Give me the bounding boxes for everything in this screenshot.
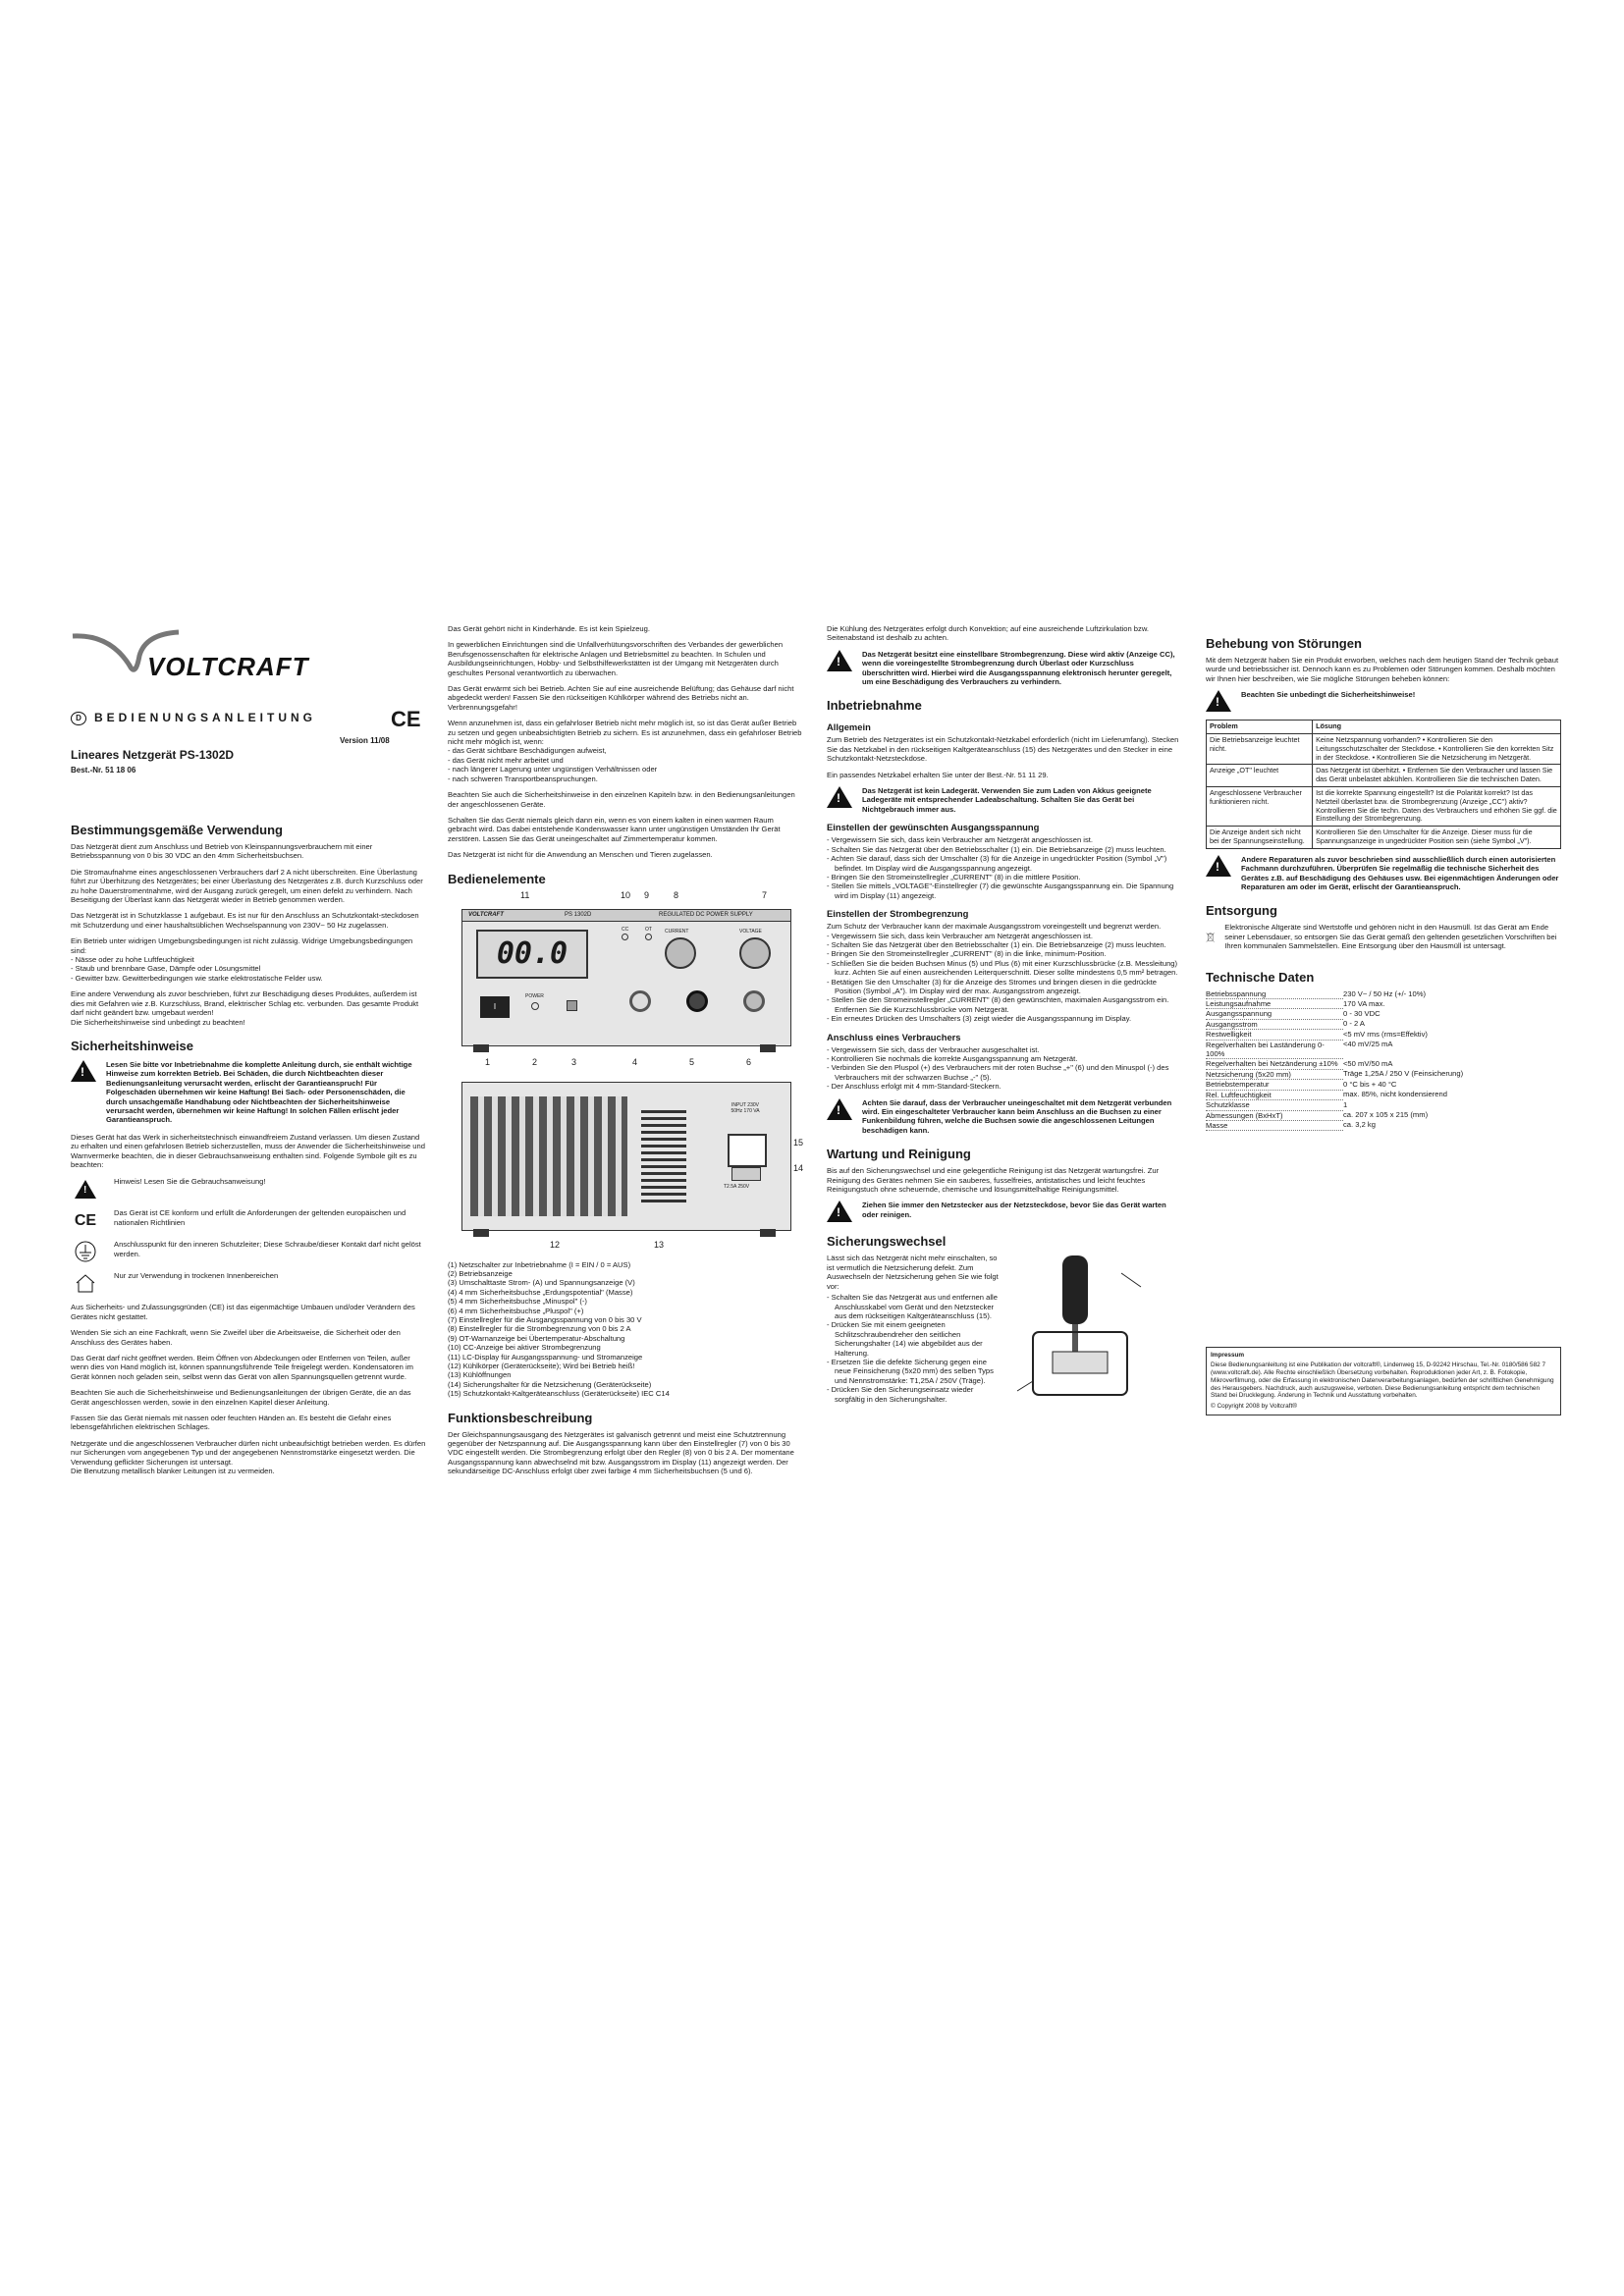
paragraph: Elektronische Altgeräte sind Wertstoffe und gehören nicht in den Hausmüll. Ist das Gerät am Ende seiner Lebensdauer, so entsorgen Sie das Gerät gemäß den geltenden gesetzlichen Vorschriften bei Ihren kommunalen Sammelstellen. Eine Entsorgung über den Hausmüll ist untersagt. [1224, 923, 1557, 951]
table-header: Lösung [1313, 721, 1561, 734]
list-item: - nach schweren Transportbeanspruchungen. [448, 774, 598, 783]
front-panel-body [461, 909, 791, 1046]
list-item: - Der Anschluss erfolgt mit 4 mm-Standard-Steckern. [827, 1082, 1001, 1092]
heading-troubleshooting: Behebung von Störungen [1206, 636, 1362, 651]
table-cell: Die Anzeige ändert sich nicht bei der Spannungseinstellung. [1207, 827, 1313, 849]
heading-controls: Bedienelemente [448, 871, 546, 886]
paragraph: Die Kühlung des Netzgerätes erfolgt durch Konvektion; auf eine ausreichende Luftzirkulation bzw. Seitenabstand ist deshalb zu achten. [827, 624, 1149, 643]
display-toggle-button[interactable] [567, 1000, 577, 1011]
product-title: Lineares Netzgerät PS-1302D [71, 748, 235, 762]
spec-key: Netzsicherung (5x20 mm) [1206, 1069, 1343, 1079]
brand-logo-text: VOLTCRAFT [147, 652, 309, 681]
callout-number: 11 [520, 889, 530, 900]
imprint-title: Impressum [1211, 1352, 1245, 1360]
indoor-house-icon [71, 1271, 100, 1295]
table-header: Problem [1207, 721, 1313, 734]
callout-number: 7 [762, 889, 768, 900]
lcd-display [476, 930, 588, 979]
table-row [1207, 827, 1561, 849]
panel-model: PS 1302D [565, 911, 592, 918]
list-item: - Vergewissern Sie sich, dass kein Verbraucher am Netzgerät angeschlossen ist. [827, 835, 1093, 845]
cc-indicator-label: CC [622, 926, 629, 933]
iec-inlet [728, 1134, 767, 1167]
table-row [1206, 1019, 1561, 1029]
steps-list [827, 1293, 1003, 1404]
paragraph: Mit dem Netzgerät haben Sie ein Produkt erworben, welches nach dem heutigen Stand der Technik gebaut wurde und betriebssicher ist. Dennoch kann es zu Problemen oder Störungen kommen. Deshalb möchten wir Ihnen hier beschreiben, wie Sie mögliche Störungen beheben können: [1206, 656, 1559, 683]
fuse-label: T2.5A 250V [724, 1183, 750, 1190]
paragraph: Der Gleichspannungsausgang des Netzgerätes ist galvanisch getrennt und meist eine Schutztrennung gegenüber der Netzspannung auf. Die Ausgangsspannung kann über den Einstellregler (7) von 0 bis 30 VDC eingestellt werden. Die Strombegrenzung erfolgt über den Regler (8) von 0 bis 2 A. Der momentane Ausgangsspannung kann abwechselnd mit bzw. Ausgangsstrom im Display (11) angezeigt werden. Der sekundärseitige DC-Anschluss erfolgt über zwei farbige 4 mm Sicherheitsbuchsen (5 und 6). [448, 1429, 794, 1476]
paragraph: Das Netzgerät ist nicht für die Anwendung an Menschen und Tieren zugelassen. [448, 850, 713, 860]
spec-key: Leistungsaufnahme [1206, 999, 1343, 1009]
paragraph: Beachten Sie auch die Sicherheitshinweise in den einzelnen Kapiteln bzw. in den Bedienungsanleitungen der angeschlossenen Geräte. [448, 790, 795, 809]
power-switch[interactable] [480, 996, 510, 1018]
warning-box [71, 1060, 426, 1125]
warning-text: Achten Sie darauf, dass der Verbraucher uneingeschaltet mit dem Netzgerät verbunden wird. Ein eingeschalteter Verbraucher kann beim Anschluss an die Buchsen zu einer Funkenbildung führen, welche die Buchsen sowie die angeschlossenen Leitungen beschädigen kann. [862, 1097, 1172, 1135]
list-item: - Drücken Sie mit einem geeigneten Schlitzschraubendreher den seitlichen Sicherungshalter (14) wie abgebildet aus der Halterung. [827, 1320, 983, 1358]
list-item: - Verbinden Sie den Pluspol (+) des Verbrauchers mit der roten Buchse „+" (6) und den Minuspol (-) des Verbrauchers mit der schwarzen Buchse „-" (5). [827, 1063, 1169, 1082]
paragraph: Aus Sicherheits- und Zulassungsgründen (CE) ist das eigenmächtige Umbauen und/oder Verändern des Gerätes nicht gestattet. [71, 1303, 415, 1321]
warning-text: Ziehen Sie immer den Netzstecker aus der Netzsteckdose, bevor Sie das Gerät warten oder reinigen. [862, 1201, 1166, 1219]
lcd-readout: 00.0 [496, 935, 568, 971]
table-cell: Angeschlossene Verbraucher funktionieren nicht. [1207, 787, 1313, 827]
paragraph: Das Netzgerät dient zum Anschluss und Betrieb von Kleinspannungsverbrauchern mit einer Betriebsspannung von 0 bis 30 VDC an den 4mm Sicherheitsbuchsen. [71, 842, 373, 861]
imprint-box [1206, 1347, 1561, 1415]
spec-key: Rel. Luftfeuchtigkeit [1206, 1090, 1343, 1099]
list-item: - Vergewissern Sie sich, dass der Verbraucher ausgeschaltet ist. [827, 1044, 1040, 1054]
spec-key: Restwelligkeit [1206, 1030, 1343, 1040]
warning-icon: ! [827, 650, 852, 671]
paragraph: Dieses Gerät hat das Werk in sicherheitstechnisch einwandfreiem Zustand verlassen. Um diesen Zustand zu erhalten und einen gefahrlosen Betrieb sicherzustellen, muss der Anwender die Sicherheitshinweise und Warnvermerke beachten, die in dieser Gebrauchsanweisung enthalten sind. Folgende Symbole gilt es zu beachten: [71, 1132, 425, 1169]
paragraph: Das Gerät gehört nicht in Kinderhände. Es ist kein Spielzeug. [448, 624, 650, 633]
paragraph: Ein passendes Netzkabel erhalten Sie unter der Best.-Nr. 51 11 29. [827, 770, 1049, 779]
table-row [1206, 999, 1561, 1009]
power-led-label: POWER [525, 992, 544, 999]
legend-item: (10) CC-Anzeige bei aktiver Strombegrenzung [448, 1343, 601, 1353]
paragraph: Die Benutzung metallisch blanker Leitungen ist zu vermeiden. [71, 1467, 275, 1476]
list-item: - Betätigen Sie den Umschalter (3) für die Anzeige des Stromes und bringen diesen in die gedrückte Position (Symbol „A"). Im Display wird der max. Ausgangsstrom angezeigt. [827, 977, 1158, 995]
list-item: - Ersetzen Sie die defekte Sicherung gegen eine neue Feinsicherung (5x20 mm) des selben Typs und Nennstromstärke: T1,25A / 250V (Träge). [827, 1357, 994, 1385]
list-item: - Schalten Sie das Netzgerät über den Betriebsschalter (1) ein. Die Betriebsanzeige (2) muss leuchten. [827, 939, 1166, 949]
table-row [1206, 1100, 1561, 1110]
paragraph: Zum Betrieb des Netzgerätes ist ein Schutzkontakt-Netzkabel erforderlich (nicht im Lieferumfang). Stecken Sie das Netzkabel in den rückseitigen Kaltgeräteanschluss (15) des Netzgerätes und den Stecker in eine Schutzkontakt-Netzsteckdose. [827, 735, 1179, 764]
symbol-text: Nur zur Verwendung in trockenen Innenbereichen [114, 1271, 279, 1281]
fuse-section [827, 1254, 1182, 1411]
minus-socket[interactable] [686, 990, 708, 1012]
back-foot-right [760, 1229, 776, 1237]
spec-value: <50 mV/50 mA [1343, 1058, 1393, 1068]
callout-number: 3 [571, 1056, 577, 1067]
spec-value: 0 - 30 VDC [1343, 1008, 1380, 1018]
list-item: - Schalten Sie das Netzgerät aus und entfernen alle Anschlusskabel vom Gerät und den Netzstecker aus dem rückseitigen Kaltgeräteanschluss (15). [827, 1293, 998, 1320]
list-item: - Drücken Sie den Sicherungseinsatz wieder sorgfältig in den Sicherungshalter. [827, 1385, 974, 1404]
panel-brand: VOLTCRAFT [468, 911, 504, 918]
front-panel-figure [448, 891, 803, 1078]
list-item: - Stellen Sie den Stromeinstellregler „CURRENT" (8) den gewünschten, maximalen Ausgangsstrom ein. Entfernen Sie die Kurzschlussbrücke vom Netzgerät. [827, 995, 1169, 1014]
table-row [1206, 1040, 1561, 1059]
ot-indicator-label: OT [645, 926, 652, 933]
current-knob[interactable] [665, 937, 696, 969]
heading-function: Funktionsbeschreibung [448, 1410, 593, 1425]
version-label: Version 11/08 [340, 736, 390, 745]
warning-text: Lesen Sie bitte vor Inbetriebnahme die komplette Anleitung durch, sie enthält wichtige Hinweise zum korrekten Betrieb. Bei Schäden, die durch Nichtbeachten dieser Bedienungsanleitung verursacht werden, erlischt der Garantieanspruch! Für Folgeschäden übernehmen wir keine Haftung! Bei Sach- oder Personenschäden, die durch unsachgemäße Handhabung oder Nichtbeachten der Sicherheitshinweise verursacht werden, übernehmen wir keine Haftung! In solchen Fällen erlischt jeder Garantieanspruch. [106, 1059, 412, 1125]
table-cell: Keine Netzspannung vorhanden? • Kontrollieren Sie den Leitungsschutzschalter der Steckdose. • Kontrollieren Sie den korrekten Sitz in der Steckdose. • Kontrollieren Sie die Netzsicherung im Netzgerät. [1313, 734, 1561, 765]
controls-legend [448, 1260, 803, 1399]
list-item: - Staub und brennbare Gase, Dämpfe oder Lösungsmittel [71, 964, 261, 974]
voltage-knob-label: VOLTAGE [739, 928, 762, 934]
legend-item: (3) Umschalttaste Strom- (A) und Spannungsanzeige (V) [448, 1278, 635, 1288]
paragraph: Das Gerät darf nicht geöffnet werden. Beim Öffnen von Abdeckungen oder Entfernen von Teilen, außer wenn dies von Hand möglich ist, können spannungsführende Teile freigelegt werden. Kondensatoren im Gerät können noch geladen sein, selbst wenn das Gerät von allen Spannungsquellen getrennt wurde. [71, 1354, 413, 1381]
callout-number: 8 [674, 889, 679, 900]
list-item: - Schalten Sie das Netzgerät über den Betriebsschalter (1) ein. Die Betriebsanzeige (2) muss leuchten. [827, 844, 1166, 854]
spec-value: max. 85%, nicht kondensierend [1343, 1090, 1447, 1099]
troubleshooting-table [1206, 720, 1561, 849]
legend-item: (1) Netzschalter zur Inbetriebnahme (I = EIN / 0 = AUS) [448, 1259, 631, 1269]
table-row [1207, 734, 1561, 765]
paragraph: Wenden Sie sich an eine Fachkraft, wenn Sie Zweifel über die Arbeitsweise, die Sicherheit oder den Anschluss des Gerätes haben. [71, 1328, 401, 1347]
spec-table [1206, 989, 1561, 1132]
heatsink [470, 1096, 627, 1216]
list-item: - Kontrollieren Sie nochmals die korrekte Ausgangsspannung am Netzgerät. [827, 1054, 1078, 1063]
paragraph: Bis auf den Sicherungswechsel und eine gelegentliche Reinigung ist das Netzgerät wartungsfrei. Zur Reinigung des Gerätes nehmen Sie ein sauberes, fusselfreies, antistatisches und leicht feuchtes Reinigungstuch ohne scheuernde, chemische und lösungsmittelhaltige Reinigungsmittel. [827, 1166, 1160, 1195]
language-badge: D [71, 712, 86, 725]
subheading-general: Allgemein [827, 721, 871, 733]
legend-item: (4) 4 mm Sicherheitsbuchse „Erdungspotential" (Masse) [448, 1287, 633, 1297]
paragraph: Beachten Sie auch die Sicherheitshinweise und Bedienungsanleitungen der übrigen Geräte, die an das Gerät angeschlossen werden, sowie in den einzelnen Kapitel dieser Anleitung. [71, 1388, 411, 1407]
callout-number: 5 [689, 1056, 695, 1067]
imprint-text: Diese Bedienungsanleitung ist eine Publikation der voltcraft®, Lindenweg 15, D-92242 Hirschau, Tel.-Nr. 0180/586 582 7 (www.voltcraft.de). Alle Rechte einschließlich Übersetzung vorbehalten. Reproduktionen jeder Art, z. B. Fotokopie, Mikroverfilmung, oder die Erfassung in elektronischen Datenverarbeitungsanlagen, bedürfen der schriftlichen Genehmigung des Herausgebers. Nachdruck, auch auszugsweise, verboten. Diese Bedienungsanleitung entspricht dem technischen Stand bei Drucklegung. Änderung in Technik und Ausstattung vorbehalten. [1211, 1362, 1554, 1400]
paragraph: Lässt sich das Netzgerät nicht mehr einschalten, so ist vermutlich die Netzsicherung defekt. Zum Auswechseln der Netzsicherung gehen Sie wie folgt vor: [827, 1254, 999, 1291]
spec-key: Ausgangsstrom [1206, 1019, 1343, 1029]
warning-box [827, 1098, 1182, 1136]
table-row [1206, 1090, 1561, 1099]
spec-value: ca. 207 x 105 x 215 (mm) [1343, 1110, 1429, 1119]
callout-number: 6 [746, 1056, 752, 1067]
symbol-row [71, 1208, 426, 1232]
spec-key: Betriebstemperatur [1206, 1080, 1343, 1090]
warning-text: Das Netzgerät besitzt eine einstellbare Strombegrenzung. Diese wird aktiv (Anzeige CC), wenn die voreingestellte Strombegrenzung durch Überlast oder Kurzschluss überschritten wird. Hierbei wird die Ausgangsspannung elektronisch herunter geregelt, um eine Beschädigung des Verbrauchers zu verhindern. [862, 649, 1175, 687]
paragraph: Die Stromaufnahme eines angeschlossenen Verbrauchers darf 2 A nicht überschreiten. Eine Überlastung führt zur Überhitzung des Netzgerätes; bei einer Überlastung des Netzgerätes z.B. durch Kurzschluss oder zu hohe Dauerstromentnahme, wird der Ausgang zurück geregelt, um einen defekt zu verhindern. Nach Beseitigung der Überlast kann das Netzgerät wieder in Betrieb genommen werden. [71, 867, 423, 905]
spec-value: Träge 1,25A / 250 V (Feinsicherung) [1343, 1069, 1464, 1079]
callout-number: 12 [550, 1239, 561, 1250]
paragraph: Wenn anzunehmen ist, dass ein gefahrloser Betrieb nicht mehr möglich ist, so ist das Gerät außer Betrieb zu setzen und gegen unbeabsichtigten Betrieb zu sichern. Es ist anzunehmen, dass ein gefahrloser Betrieb nicht mehr möglich ist, wenn: [448, 719, 802, 747]
column-3 [827, 624, 1182, 1411]
callout-number: 1 [485, 1056, 491, 1067]
table-row [1206, 1059, 1561, 1069]
table-cell: Die Betriebsanzeige leuchtet nicht. [1207, 734, 1313, 765]
steps-list [827, 1045, 1182, 1092]
spec-value: ca. 3,2 kg [1343, 1120, 1376, 1130]
list-item: - Achten Sie darauf, dass sich der Umschalter (3) für die Anzeige in ungedrückter Position (Symbol „V") befindet. Im Display wird die Ausgangsspannung angezeigt. [827, 854, 1167, 873]
table-cell: Anzeige „OT" leuchtet [1207, 765, 1313, 787]
heading-disposal: Entsorgung [1206, 903, 1277, 919]
subheading-voltage: Einstellen der gewünschten Ausgangsspannung [827, 822, 1040, 833]
heading-technical-data: Technische Daten [1206, 969, 1315, 985]
panel-title: REGULATED DC POWER SUPPLY [659, 911, 753, 918]
panel-foot-right [760, 1044, 776, 1052]
ce-mark: CE [391, 707, 421, 731]
spec-key: Ausgangsspannung [1206, 1009, 1343, 1019]
spec-value: 0 - 2 A [1343, 1019, 1365, 1029]
table-row [1206, 1069, 1561, 1079]
spec-key: Masse [1206, 1120, 1343, 1130]
table-row [1206, 1009, 1561, 1019]
ground-socket[interactable] [629, 990, 651, 1012]
callout-number: 15 [793, 1137, 804, 1148]
paragraph: Ein Betrieb unter widrigen Umgebungsbedingungen ist nicht zulässig. Widrige Umgebungsbedingungen sind: [71, 936, 413, 955]
legend-item: (5) 4 mm Sicherheitsbuchse „Minuspol" (-) [448, 1297, 587, 1307]
spec-value: <40 mV/25 mA [1343, 1040, 1393, 1049]
paragraph: Fassen Sie das Gerät niemals mit nassen oder feuchten Händen an. Es besteht die Gefahr eines lebensgefährlichen elektrischen Schlages. [71, 1414, 392, 1432]
table-row [1206, 1120, 1561, 1130]
back-panel-figure [448, 1082, 803, 1255]
table-cell: Ist die korrekte Spannung eingestellt? Ist die Polarität korrekt? Ist das Netzteil überlastet bzw. die Strombegrenzung (Anzeige „CC") aktiv? Kontrollieren Sie die techn. Daten des Verbrauchers und erhöhen Sie ggf. die Einstellung der Strombegrenzung. [1313, 787, 1561, 827]
voltage-knob[interactable] [739, 937, 771, 969]
callout-number: 10 [621, 889, 631, 900]
spec-key: Betriebsspannung [1206, 989, 1343, 999]
table-row [1206, 989, 1561, 999]
manual-label: D BEDIENUNGSANLEITUNG [71, 711, 316, 725]
table-cell: Kontrollieren Sie den Umschalter für die Anzeige. Dieser muss für die Spannungsanzeige in ungedrückter Position sein (siehe Symbol „V"). [1313, 827, 1561, 849]
table-row [1206, 1030, 1561, 1040]
warning-icon: ! [71, 1177, 100, 1201]
panel-foot-left [473, 1044, 489, 1052]
power-led [531, 1002, 539, 1010]
heading-safety: Sicherheitshinweise [71, 1038, 193, 1053]
list-item: - das Gerät sichtbare Beschädigungen aufweist, [448, 746, 607, 756]
list-item: - das Gerät nicht mehr arbeitet und [448, 755, 564, 765]
warning-text: Das Netzgerät ist kein Ladegerät. Verwenden Sie zum Laden von Akkus geeignete Ladegeräte mit entsprechender Ladeabschaltung. Schalten Sie das Gerät bei Nichtgebrauch immer aus. [862, 786, 1152, 814]
symbol-text: Anschlusspunkt für den inneren Schutzleiter; Diese Schraube/dieser Kontakt darf nicht gelöst werden. [114, 1240, 421, 1258]
callout-number: 9 [644, 889, 650, 900]
spec-value: 1 [1343, 1099, 1348, 1109]
warning-box [1206, 690, 1561, 712]
warning-text: Beachten Sie unbedingt die Sicherheitshinweise! [1241, 690, 1416, 700]
warning-icon: ! [1206, 690, 1231, 712]
heading-fuse: Sicherungswechsel [827, 1234, 947, 1250]
panel-header-bar [462, 910, 790, 922]
symbol-row [71, 1177, 426, 1201]
legend-item: (9) OT-Warnanzeige bei Übertemperatur-Abschaltung [448, 1333, 625, 1343]
column-2 [448, 624, 803, 1483]
heading-intended-use: Bestimmungsgemäße Verwendung [71, 823, 283, 837]
current-knob-label: CURRENT [665, 928, 689, 934]
warning-box [1206, 855, 1561, 892]
symbol-row [71, 1240, 426, 1263]
spec-value: 170 VA max. [1343, 998, 1385, 1008]
warning-icon: ! [827, 1098, 852, 1120]
warning-box [827, 650, 1182, 687]
symbol-row [71, 1271, 426, 1295]
table-row [1206, 1080, 1561, 1090]
paragraph: Die Sicherheitshinweise sind unbedingt zu beachten! [71, 1017, 245, 1027]
callout-number: 14 [793, 1162, 804, 1173]
column-4 [1206, 624, 1561, 1415]
spec-key: Abmessungen (BxHxT) [1206, 1110, 1343, 1120]
warning-text: Andere Reparaturen als zuvor beschrieben sind ausschließlich durch einen autorisierten Fachmann durchzuführen. Überprüfen Sie regelmäßig die technische Sicherheit des Gerätes z.B. auf Beschädigung des Gehäuses usw. Bei eigenmächtigen Änderungen oder Reparaturen am oder im Gerät, erlischt der Garantieanspruch. [1241, 854, 1559, 891]
callout-number: 2 [532, 1056, 538, 1067]
legend-item: (2) Betriebsanzeige [448, 1268, 513, 1278]
warning-icon: ! [827, 786, 852, 808]
ce-icon: CE [74, 1211, 97, 1229]
legend-item: (7) Einstellregler für die Ausgangsspannung von 0 bis 30 V [448, 1314, 642, 1324]
warning-box [827, 786, 1182, 814]
conditions-list [71, 955, 426, 983]
paragraph: Zum Schutz der Verbraucher kann der maximale Ausgangsstrom voreingestellt und begrenzt werden. [827, 922, 1162, 932]
paragraph: In gewerblichen Einrichtungen sind die Unfallverhütungsvorschriften des Verbandes der gewerblichen Berufsgenossenschaften für elektrische Anlagen und Betriebsmittel zu beachten. In Schulen und Ausbildungseinrichtungen, Hobby- und Selbsthilfewerkstätten ist der Umgang mit Netzgeräten durch geschultes Personal verantwortlich zu überwachen. [448, 640, 784, 677]
legend-item: (13) Kühlöffnungen [448, 1370, 512, 1380]
order-number: Best.-Nr. 51 18 06 [71, 766, 136, 774]
ground-icon [71, 1240, 100, 1263]
symbol-text: Hinweis! Lesen Sie die Gebrauchsanweisung! [114, 1177, 266, 1187]
fuse-text [827, 1254, 1003, 1411]
steps-list [827, 932, 1182, 1024]
list-item: - Ein erneutes Drücken des Umschalters (3) zeigt wieder die Ausgangsspannung im Display. [827, 1014, 1132, 1024]
spec-key: Regelverhalten bei Netzänderung ±10% [1206, 1059, 1343, 1069]
spec-key: Regelverhalten bei Laständerung 0-100% [1206, 1040, 1343, 1059]
list-item: - Vergewissern Sie sich, dass kein Verbraucher am Netzgerät angeschlossen ist. [827, 931, 1093, 940]
list-item: - nach längerer Lagerung unter ungünstigen Verhältnissen oder [448, 765, 658, 774]
spec-value: <5 mV rms (rms=Effektiv) [1343, 1029, 1428, 1039]
back-panel-body [461, 1082, 791, 1231]
subheading-current: Einstellen der Strombegrenzung [827, 908, 969, 920]
paragraph: Das Gerät erwärmt sich bei Betrieb. Achten Sie auf eine ausreichende Belüftung; das Gehäuse darf nicht abgedeckt werden! Fassen Sie den rückseitigen Kühlkörper während des Betriebs nicht an. Verbrennungsgefahr! [448, 684, 794, 712]
list-item: - Schließen Sie die beiden Buchsen Minus (5) und Plus (6) mit einer Kurzschlussbrücke (z.B. Messleitung) kurz. Achten Sie auf einen ausreichenden Leiterquerschnitt. Dieser sollte mindestens 0,5 mm² betragen. [827, 958, 1178, 978]
fuse-change-illustration [1013, 1254, 1161, 1401]
warning-icon: ! [827, 1201, 852, 1222]
list-item: - Nässe oder zu hohe Luftfeuchtigkeit [71, 955, 194, 965]
heading-startup: Inbetriebnahme [827, 698, 922, 714]
spec-value: 0 °C bis + 40 °C [1343, 1079, 1397, 1089]
heading-maintenance: Wartung und Reinigung [827, 1147, 971, 1162]
paragraph: Netzgeräte und die angeschlossenen Verbraucher dürfen nicht unbeaufsichtigt betrieben werden. Es dürfen nur Sicherungen vom angegebenen Typ und der angegebenen Nennstromstärke eingesetzt werden. Die Verwendung geflickter Sicherungen ist untersagt. [71, 1438, 426, 1467]
warning-icon: ! [71, 1060, 96, 1082]
plus-socket[interactable] [743, 990, 765, 1012]
fuse-holder[interactable] [731, 1167, 761, 1181]
legend-item: (12) Kühlkörper (Geräterückseite); Wird bei Betrieb heiß! [448, 1362, 635, 1370]
callout-number: 4 [632, 1056, 638, 1067]
vent-slots [641, 1108, 686, 1202]
power-switch-label: I [493, 1001, 497, 1011]
disposal-row [1206, 923, 1561, 957]
warning-box [827, 1201, 1182, 1222]
steps-list [827, 835, 1182, 900]
list-item: - Gewitter bzw. Gewitterbedingungen wie starke elektrostatische Felder usw. [71, 973, 323, 983]
list-item: - Bringen Sie den Stromeinstellregler „CURRENT" (8) in die mittlere Position. [827, 872, 1081, 881]
back-input-label: INPUT 230V 50Hz 170 VA [731, 1101, 760, 1114]
spec-key: Schutzklasse [1206, 1100, 1343, 1110]
legend-item: (14) Sicherungshalter für die Netzsicherung (Geräterückseite) [448, 1379, 652, 1389]
table-cell: Das Netzgerät ist überhitzt. • Entfernen Sie den Verbraucher und lassen Sie das Gerät unbelastet abkühlen. Kontrollieren Sie die technischen Daten. [1313, 765, 1561, 787]
cc-indicator-led [622, 934, 628, 940]
back-foot-left [473, 1229, 489, 1237]
paragraph: Das Netzgerät ist in Schutzklasse 1 aufgebaut. Es ist nur für den Anschluss an Schutzkontakt-steckdosen mit Schutzerdung und einer haushaltsüblichen Wechselspannung von 230V~ 50 Hz zugelassen. [71, 911, 419, 930]
table-row [1207, 787, 1561, 827]
symbol-text: Das Gerät ist CE konform und erfüllt die Anforderungen der geltenden europäischen und nationalen Richtlinien [114, 1208, 406, 1227]
table-row [1206, 1110, 1561, 1120]
callout-number: 13 [654, 1239, 665, 1250]
spec-value: 230 V~ / 50 Hz (+/- 10%) [1343, 988, 1426, 998]
crossed-bin-icon [1206, 923, 1215, 952]
list-item: - Stellen Sie mittels „VOLTAGE"-Einstellregler (7) die gewünschte Ausgangsspannung ein. Die Spannung wird im Display (11) angezeigt. [827, 881, 1174, 900]
imprint-copyright: © Copyright 2008 by Voltcraft® [1211, 1403, 1297, 1411]
paragraph: Schalten Sie das Gerät niemals gleich dann ein, wenn es von einem kalten in einen warmen Raum gebracht wird. Das dabei entstehende Kondenswasser kann unter ungünstigen Umständen Ihr Gerät zerstören. Lassen Sie das Gerät uneingeschaltet auf Zimmertemperatur kommen. [448, 815, 781, 843]
legend-item: (6) 4 mm Sicherheitsbuchse „Pluspol" (+) [448, 1306, 584, 1315]
list-item: - Bringen Sie den Stromeinstellregler „CURRENT" (8) in die linke, minimum-Position. [827, 949, 1107, 959]
column-1 [71, 811, 426, 1482]
ot-indicator-led [645, 934, 652, 940]
warning-icon: ! [1206, 855, 1231, 877]
conditions-list [448, 746, 803, 783]
table-row [1207, 765, 1561, 787]
legend-item: (11) LC-Display für Ausgangsspannung- und Stromanzeige [448, 1352, 643, 1362]
subheading-connect: Anschluss eines Verbrauchers [827, 1031, 961, 1042]
legend-item: (15) Schutzkontakt-Kaltgeräteanschluss (Geräterückseite) IEC C14 [448, 1389, 670, 1399]
legend-item: (8) Einstellregler für die Strombegrenzung von 0 bis 2 A [448, 1324, 631, 1334]
paragraph: Eine andere Verwendung als zuvor beschrieben, führt zur Beschädigung dieses Produktes, außerdem ist dies mit Gefahren wie z.B. Kurzschluss, Brand, elektrischer Schlag etc. verbunden. Das gesamte Produkt darf nicht geändert bzw. umgebaut werden! [71, 989, 419, 1018]
